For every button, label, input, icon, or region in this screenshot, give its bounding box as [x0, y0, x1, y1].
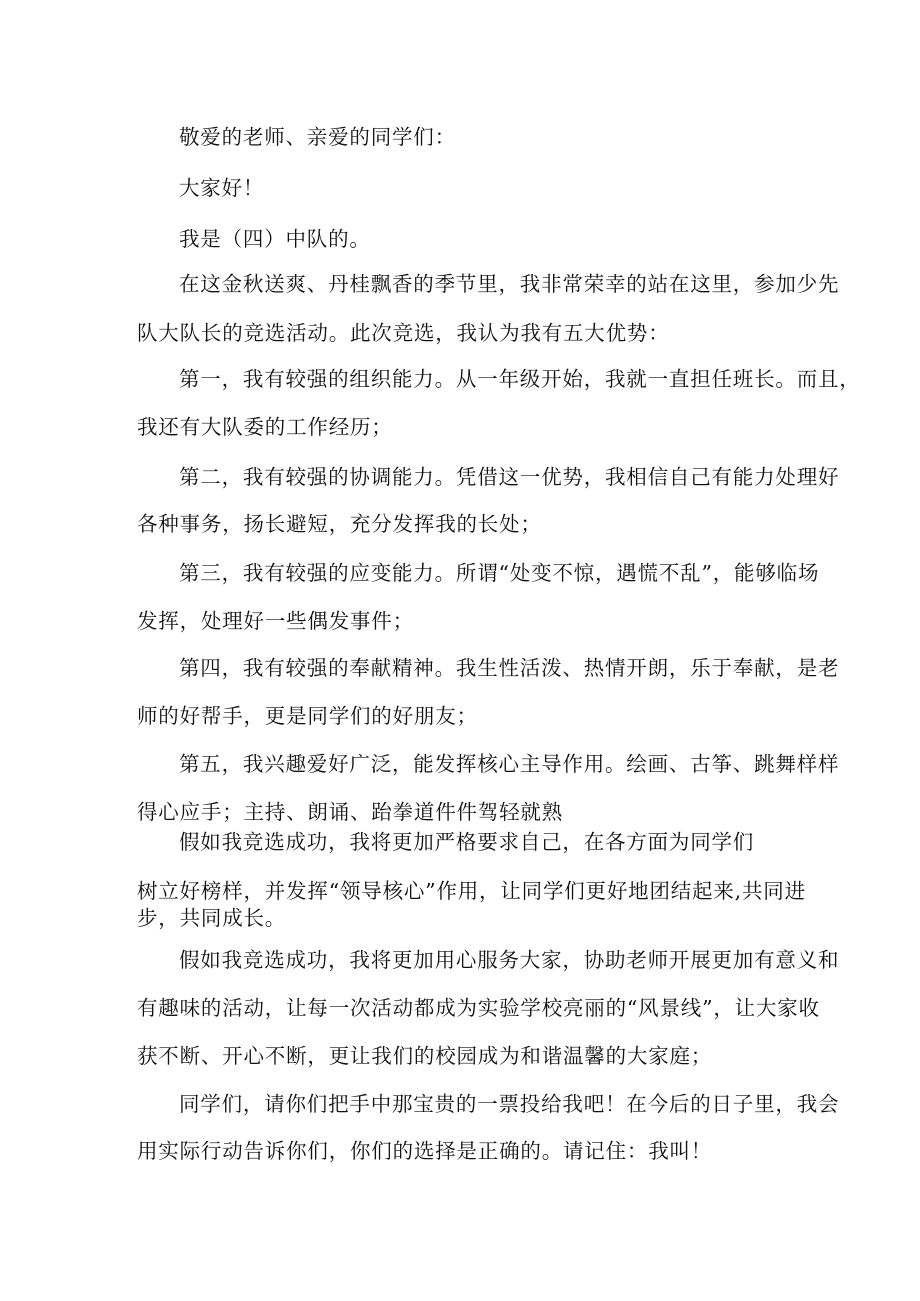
paragraph-line: 假如我竞选成功，我将更加用心服务大家，协助老师开展更加有意义和: [179, 948, 840, 972]
paragraph-line: 得心应手；主持、朗诵、跆拳道件件驾轻就熟: [137, 800, 563, 824]
paragraph-line: 用实际行动告诉你们，你们的选择是正确的。请记住：我叫！: [137, 1139, 713, 1163]
paragraph-line: 队大队长的竞选活动。此次竞选，我认为我有五大优势：: [137, 321, 670, 345]
paragraph-line: 第五，我兴趣爱好广泛，能发挥核心主导作用。绘画、古筝、跳舞样样: [179, 752, 840, 776]
paragraph-line: 树立好榜样，并发挥“领导核心”作用，让同学们更好地团结起来,共同进: [137, 879, 806, 903]
hello-line: 大家好！: [179, 176, 265, 200]
paragraph-line: 第四，我有较强的奉献精神。我生性活泼、热情开朗，乐于奉献，是老: [179, 656, 840, 680]
paragraph-line: 第三，我有较强的应变能力。所谓“处变不惊，遇慌不乱”，能够临场: [179, 561, 820, 585]
paragraph-line: 第一，我有较强的组织能力。从一年级开始，我就一直担任班长。而且，: [179, 367, 861, 391]
paragraph-line: 第二，我有较强的协调能力。凭借这一优势，我相信自己有能力处理好: [179, 465, 840, 489]
paragraph-line: 有趣味的活动，让每一次活动都成为实验学校亮丽的“风景线”，让大家收: [137, 996, 820, 1020]
paragraph-line: 师的好帮手，更是同学们的好朋友；: [137, 704, 478, 728]
paragraph-line: 同学们，请你们把手中那宝贵的一票投给我吧！在今后的日子里，我会: [179, 1092, 840, 1116]
greeting-line: 敬爱的老师、亲爱的同学们：: [179, 125, 456, 149]
paragraph-line: 步，共同成长。: [137, 906, 287, 930]
paragraph-line: 各种事务，扬长避短，充分发挥我的长处；: [137, 512, 542, 536]
intro-line: 我是（四）中队的。: [179, 227, 371, 251]
paragraph-line: 获不断、开心不断，更让我们的校园成为和谐温馨的大家庭；: [137, 1044, 713, 1068]
paragraph-line: 我还有大队委的工作经历；: [137, 415, 393, 439]
paragraph-line: 假如我竞选成功，我将更加严格要求自己，在各方面为同学们: [179, 830, 755, 854]
paragraph-line: 在这金秋送爽、丹桂飘香的季节里，我非常荣幸的站在这里，参加少先: [179, 272, 840, 296]
paragraph-line: 发挥，处理好一些偶发事件；: [137, 609, 414, 633]
